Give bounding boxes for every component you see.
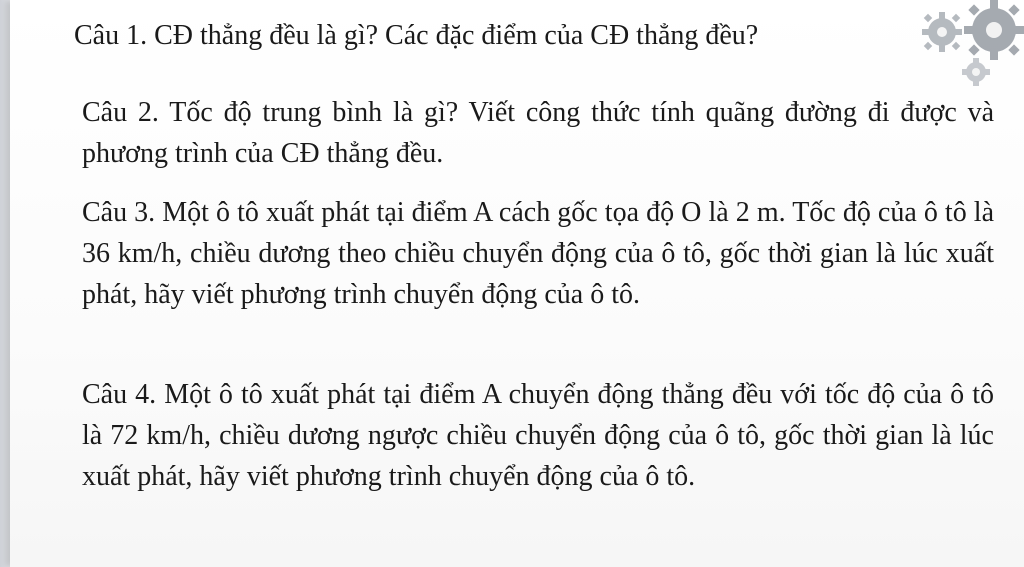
slide-left-edge (0, 0, 10, 567)
question-3: Câu 3. Một ô tô xuất phát tại điểm A cách gốc tọa độ O là 2 m. Tốc độ của ô tô là 36 km/h, chiều dương theo chiều chuyển động của ô tô, gốc thời gian là lúc xuất phát, hãy viết phương trình chuyển động của ô tô. (82, 197, 994, 310)
question-4: Câu 4. Một ô tô xuất phát tại điểm A chuyển động thẳng đều với tốc độ của ô tô là 72 km/h, chiều dương ngược chiều chuyển động của ô tô, gốc thời gian là lúc xuất phát, hãy viết phương trình chuyển động của ô tô. (82, 379, 994, 492)
slide (10, 0, 1024, 567)
question-1: Câu 1. CĐ thẳng đều là gì? Các đặc điểm của CĐ thẳng đều? (74, 20, 759, 51)
question-2: Câu 2. Tốc độ trung bình là gì? Viết công thức tính quãng đường đi được và phương trình của CĐ thẳng đều. (82, 97, 994, 169)
